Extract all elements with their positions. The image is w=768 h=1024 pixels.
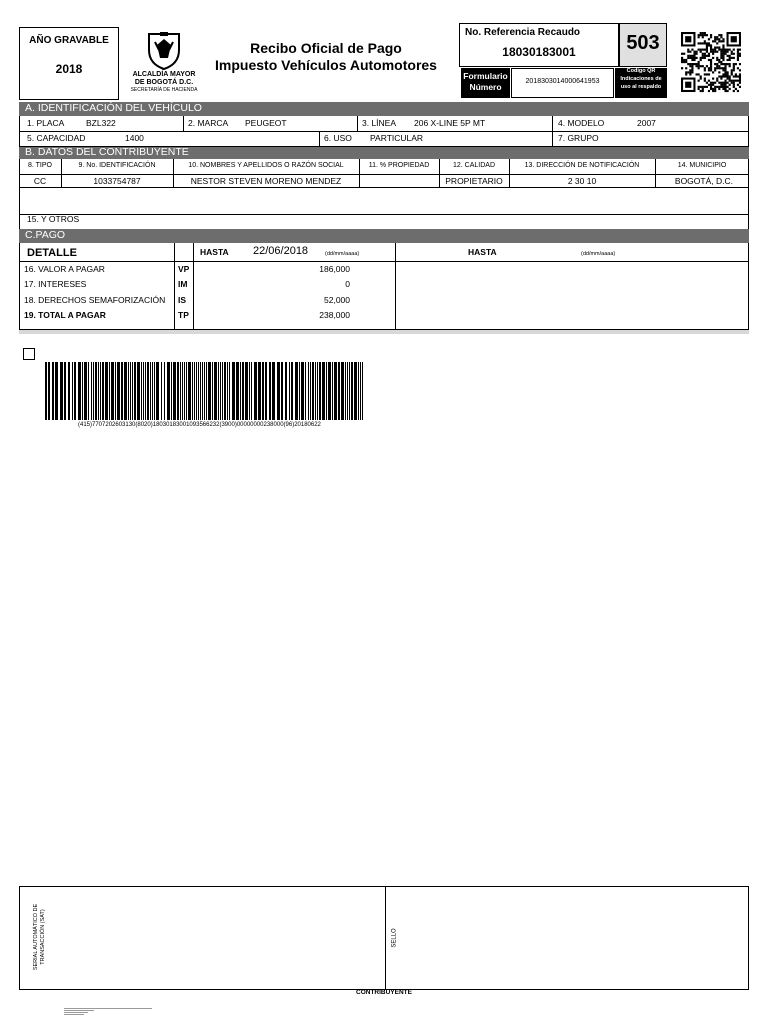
capacidad-label: 5. CAPACIDAD: [27, 133, 86, 143]
section-a-row-divider: [19, 131, 749, 132]
header-calidad: 12. CALIDAD: [452, 162, 496, 169]
section-c-row-divider: [19, 261, 749, 262]
section-b-row-divider: [19, 187, 749, 188]
formulario-label-2: Número: [469, 82, 502, 92]
total-pagar-label: 19. TOTAL A PAGAR: [24, 310, 106, 320]
grupo-label: 7. GRUPO: [558, 133, 599, 143]
reference-value: 18030183001: [502, 45, 576, 59]
valor-pagar-code: VP: [178, 264, 190, 274]
section-a-title: A. IDENTIFICACIÓN DEL VEHÍCULO: [19, 102, 749, 116]
linea-value: 206 X-LINE 5P MT: [414, 118, 486, 128]
capacidad-value: 1400: [125, 133, 144, 143]
section-c-table: [19, 243, 749, 330]
total-pagar-code: TP: [178, 310, 189, 320]
uso-label: 6. USO: [324, 133, 352, 143]
barcode: [45, 362, 365, 420]
section-b-row-divider: [19, 174, 749, 175]
marca-value: PEUGEOT: [245, 118, 287, 128]
intereses-label: 17. INTERESES: [24, 279, 87, 289]
bogota-shield-logo: [145, 30, 183, 70]
logo-line2: DE BOGOTÁ D.C.: [134, 79, 194, 86]
divider: [395, 243, 396, 330]
checkbox[interactable]: [23, 348, 35, 360]
value-municipio: BOGOTÁ, D.C.: [674, 176, 733, 186]
header-identificacion: 9. No. IDENTIFICACIÓN: [78, 162, 156, 169]
linea-label: 3. LÍNEA: [362, 118, 397, 128]
footer-box: [19, 886, 749, 990]
divider: [319, 131, 320, 147]
detalle-header: DETALLE: [27, 247, 77, 259]
footer-divider: [385, 886, 386, 990]
logo-line1: ALCALDÍA MAYOR: [132, 71, 196, 78]
divider: [183, 116, 184, 131]
otros-label: 15. Y OTROS: [27, 214, 80, 224]
semaforizacion-code: IS: [178, 295, 187, 305]
form-code: 503: [626, 32, 660, 54]
intereses-value: 0: [345, 279, 350, 289]
header-nombres: 10. NOMBRES Y APELLIDOS O RAZÓN SOCIAL: [188, 162, 344, 169]
section-c-shadow: [19, 330, 749, 334]
ano-gravable-value: 2018: [55, 62, 83, 76]
valor-pagar-value: 186,000: [319, 264, 350, 274]
section-c-title: C.PAGO: [19, 229, 749, 243]
header-propiedad: 11. % PROPIEDAD: [368, 162, 430, 169]
header-tipo: 8. TIPO: [28, 162, 52, 169]
date-format-1: (dd/mm/aaaa): [325, 251, 360, 257]
formulario-label-1: Formulario: [463, 71, 508, 81]
qr-code: [681, 32, 741, 94]
intereses-code: IM: [178, 279, 188, 289]
reference-label: No. Referencia Recaudo: [465, 27, 581, 38]
section-b-title: B. DATOS DEL CONTRIBUYENTE: [19, 147, 749, 159]
hasta-header-2: HASTA: [468, 247, 497, 257]
divider: [174, 243, 175, 330]
otros-row: [19, 213, 749, 230]
contribuyente-label: CONTRIBUYENTE: [356, 989, 412, 996]
hasta-header-1: HASTA: [200, 247, 229, 257]
value-identificacion: 1033754787: [93, 176, 141, 186]
barcode-text: (415)7707202603130(8020)18030183001093566232(3900)00000000238000(96)20180622: [78, 422, 321, 428]
valor-pagar-label: 16. VALOR A PAGAR: [24, 264, 105, 274]
placa-value: BZL322: [86, 118, 116, 128]
value-calidad: PROPIETARIO: [445, 176, 503, 186]
serial-label: SERIAL AUTOMÁTICO DE TRANSACCIÓN (SAT): [33, 903, 46, 971]
value-tipo: CC: [33, 176, 47, 186]
qr-note-1: Codigo QR: [626, 68, 656, 74]
semaforizacion-value: 52,000: [324, 295, 350, 305]
value-direccion: 2 30 10: [567, 176, 597, 186]
ano-gravable-label: AÑO GRAVABLE: [29, 35, 109, 46]
divider: [359, 159, 360, 187]
date-format-2: (dd/mm/aaaa): [581, 251, 616, 257]
placa-label: 1. PLACA: [27, 118, 65, 128]
receipt-title-1: Recibo Oficial de Pago: [250, 40, 402, 56]
sello-label: SELLO: [391, 928, 398, 948]
modelo-value: 2007: [637, 118, 656, 128]
qr-note-2: Indicaciones de: [620, 76, 662, 82]
header-direccion: 13. DIRECCIÓN DE NOTIFICACIÓN: [524, 162, 640, 169]
semaforizacion-label: 18. DERECHOS SEMAFORIZACIÓN: [24, 295, 166, 305]
value-nombres: NESTOR STEVEN MORENO MENDEZ: [190, 176, 342, 186]
modelo-label: 4. MODELO: [558, 118, 605, 128]
hasta-date-1: 22/06/2018: [253, 245, 309, 257]
receipt-title-2: Impuesto Vehículos Automotores: [215, 57, 437, 73]
divider: [193, 243, 194, 330]
marca-label: 2. MARCA: [188, 118, 229, 128]
formulario-value: 2018303014000641953: [525, 78, 600, 85]
uso-value: PARTICULAR: [370, 133, 424, 143]
divider: [357, 116, 358, 131]
header-municipio: 14. MUNICIPIO: [677, 162, 727, 169]
qr-note-3: uso al respaldo: [620, 84, 662, 90]
total-pagar-value: 238,000: [319, 310, 350, 320]
divider: [552, 116, 553, 147]
footer-fine-print: [64, 1007, 154, 1019]
logo-line3: SECRETARÍA DE HACIENDA: [130, 87, 198, 93]
